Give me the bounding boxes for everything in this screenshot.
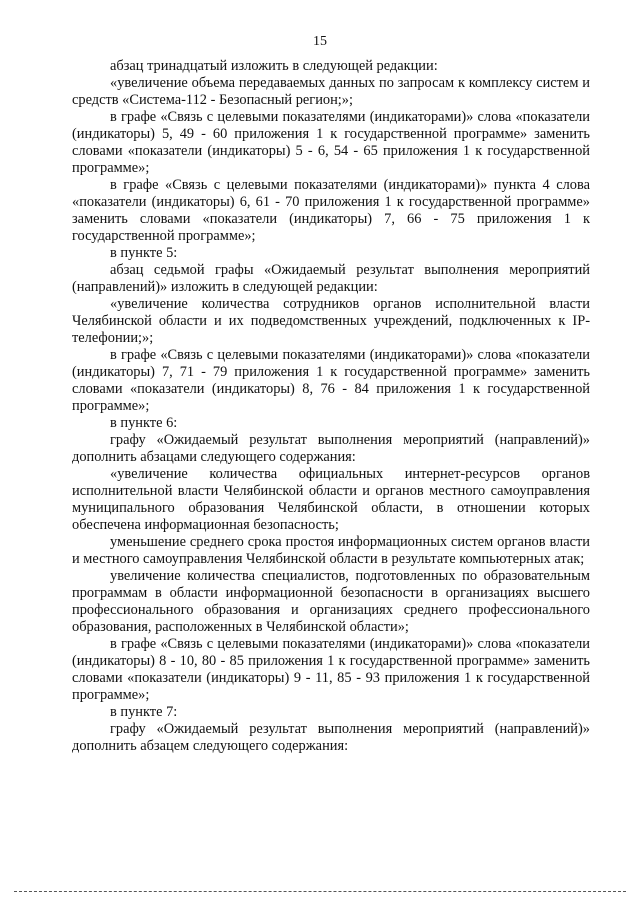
paragraph: в графе «Связь с целевыми показателями (индикаторами)» слова «показатели (индикаторы) 7, 71 - 79 приложения 1 к государственной программе» заменить словами «показатели (индикаторы) 8, 76 - 84 приложения 1 к государственной программе»; [72,347,590,414]
document-body [72,58,590,755]
paragraph: в пункте 7: [110,704,178,720]
paragraph: в графе «Связь с целевыми показателями (индикаторами)» пункта 4 слова «показатели (индикаторы) 6, 61 - 70 приложения 1 к государственной программе» заменить словами «показатели (индикаторы) 7, 66 - 75 приложения 1 к государственной программе»; [72,177,590,244]
paragraph: абзац тринадцатый изложить в следующей редакции: [110,58,438,74]
page-number: 15 [313,34,327,49]
paragraph: графу «Ожидаемый результат выполнения мероприятий (направлений)» дополнить абзацем следующего содержания: [72,721,590,754]
paragraph: абзац седьмой графы «Ожидаемый результат выполнения мероприятий (направлений)» изложить в следующей редакции: [72,262,590,295]
paragraph: в графе «Связь с целевыми показателями (индикаторами)» слова «показатели (индикаторы) 5, 49 - 60 приложения 1 к государственной программе» заменить словами «показатели (индикаторы) 5 - 6, 54 - 65 приложения 1 к государственной программе»; [72,109,590,176]
paragraph: увеличение количества специалистов, подготовленных по образовательным программам в области информационной безопасности в организациях высшего профессионального образования и организациях среднего профессионального образования, расположенных в Челябинской области»; [72,568,590,635]
paragraph: в пункте 6: [110,415,178,431]
paragraph: в графе «Связь с целевыми показателями (индикаторами)» слова «показатели (индикаторы) 8 - 10, 80 - 85 приложения 1 к государственной программе» заменить словами «показатели (индикаторы) 9 - 11, 85 - 93 приложения 1 к государственной программе»; [72,636,590,703]
page-bottom-divider [14,891,626,892]
paragraph: «увеличение объема передаваемых данных по запросам к комплексу систем и средств «Система-112 - Безопасный регион;»; [72,75,590,108]
paragraph: уменьшение среднего срока простоя информационных систем органов власти и местного самоуправления Челябинской области в результате компьютерных атак; [72,534,590,567]
paragraph: «увеличение количества сотрудников органов исполнительной власти Челябинской области и их подведомственных учреждений, подключенных к IP-телефонии;»; [72,296,590,346]
paragraph: «увеличение количества официальных интернет-ресурсов органов исполнительной власти Челябинской области и органов местного самоуправления муниципального образования Челябинской области, в отношении которых обеспечена информационная безопасность; [72,466,590,533]
paragraph: в пункте 5: [110,245,178,261]
paragraph: графу «Ожидаемый результат выполнения мероприятий (направлений)» дополнить абзацами следующего содержания: [72,432,590,465]
